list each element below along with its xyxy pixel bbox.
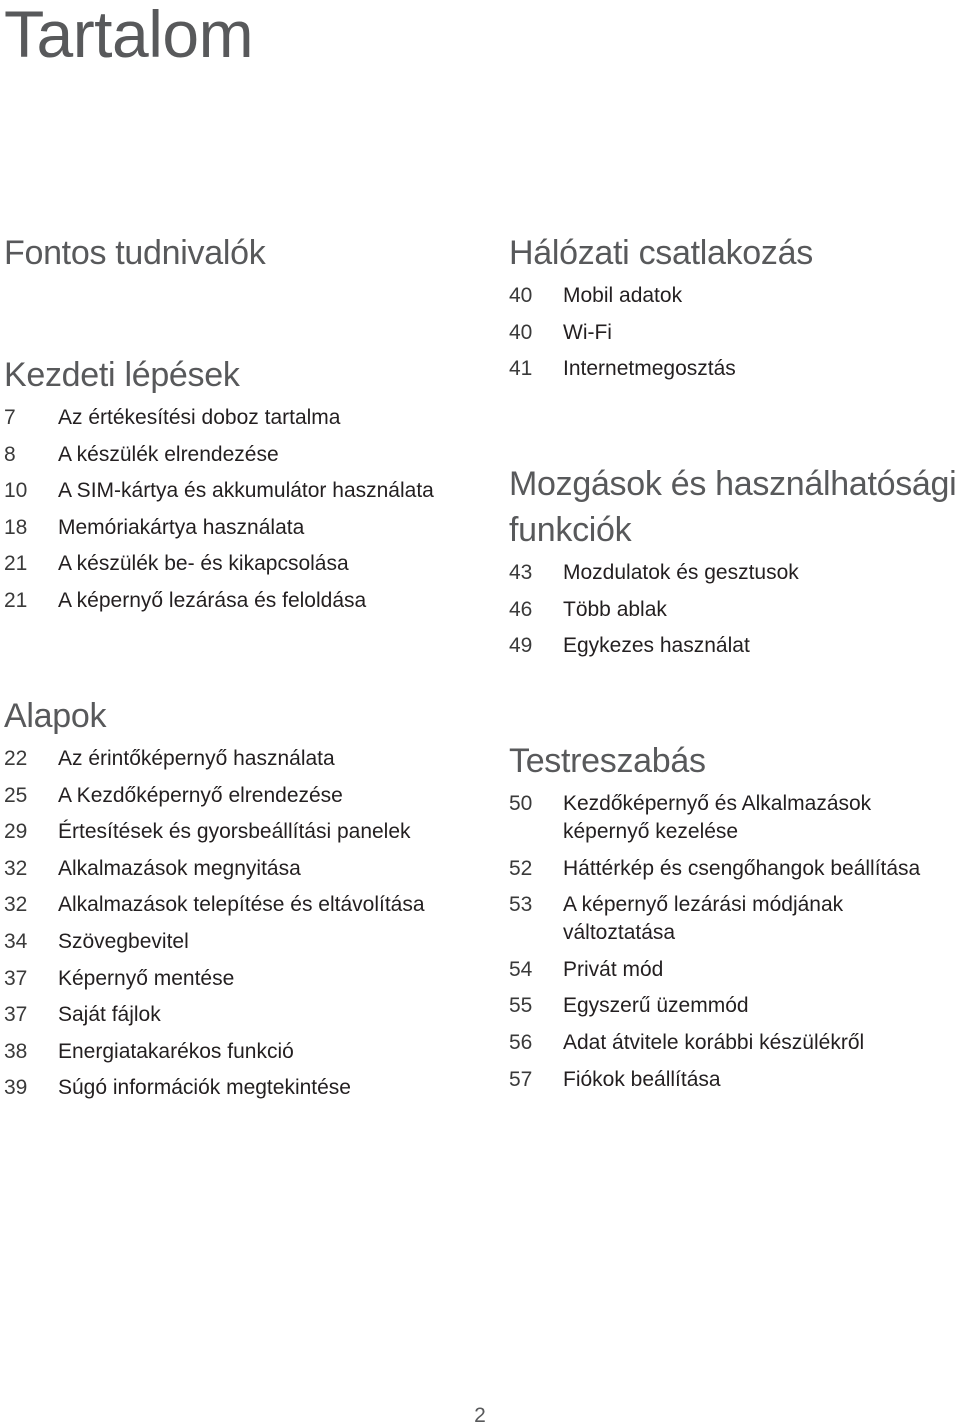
toc-page-number: 43 — [509, 561, 533, 584]
toc-page-number: 40 — [509, 284, 533, 307]
toc-list — [509, 790, 960, 1094]
toc-entry[interactable] — [4, 965, 484, 993]
toc-entry[interactable] — [4, 855, 484, 883]
toc-page-number: 37 — [4, 1003, 28, 1027]
toc-page-number: 21 — [4, 588, 28, 612]
toc-page-number: 22 — [4, 747, 28, 770]
toc-page-number: 46 — [509, 597, 533, 621]
toc-entry-title: Több ablak — [563, 597, 667, 621]
toc-entry-title: Az értékesítési doboz tartalma — [58, 406, 341, 429]
toc-entry[interactable] — [4, 441, 484, 469]
toc-entry[interactable] — [4, 550, 484, 578]
toc-page-number: 37 — [4, 966, 28, 990]
toc-entry-title: Az érintőképernyő használata — [58, 747, 335, 770]
toc-entry[interactable] — [509, 790, 960, 846]
toc-entry-title: Mozdulatok és gesztusok — [563, 561, 799, 584]
toc-entry-title: A készülék be- és kikapcsolása — [58, 552, 349, 576]
page-number: 2 — [474, 1404, 486, 1427]
toc-entry-title: Súgó információk megtekintése — [58, 1076, 351, 1100]
toc-entry[interactable] — [509, 282, 960, 310]
toc-entry-title: Internetmegosztás — [563, 357, 736, 381]
toc-page-number: 32 — [4, 893, 28, 917]
section-heading[interactable]: Fontos tudnivalók — [4, 234, 266, 272]
toc-entry[interactable] — [509, 1066, 960, 1094]
toc-entry-title: A képernyő lezárási módjának változtatása — [563, 893, 844, 945]
toc-entry[interactable] — [509, 632, 960, 660]
toc-page-number: 39 — [4, 1076, 28, 1100]
toc-entry-title: Egyszerű üzemmód — [563, 994, 749, 1018]
toc-page-number: 32 — [4, 856, 28, 880]
toc-entry-title: A képernyő lezárása és feloldása — [58, 588, 367, 612]
toc-page-number: 34 — [4, 929, 28, 953]
toc-entry-title: Alkalmazások megnyitása — [58, 856, 301, 880]
toc-page-number: 52 — [509, 856, 533, 880]
toc-entry[interactable] — [4, 404, 484, 432]
toc-entry[interactable] — [4, 782, 484, 810]
toc-entry[interactable] — [509, 355, 960, 383]
toc-page-number: 7 — [4, 406, 16, 429]
toc-entry-title: Energiatakarékos funkció — [58, 1039, 294, 1063]
toc-entry[interactable] — [4, 1074, 484, 1102]
toc-page-number: 56 — [509, 1030, 533, 1054]
toc-page-number: 8 — [4, 442, 16, 466]
toc-entry-title: Fiókok beállítása — [563, 1067, 721, 1091]
toc-entry-title: A készülék elrendezése — [58, 442, 279, 466]
section-heading[interactable]: Alapok — [4, 697, 107, 735]
toc-section-testreszabas — [509, 738, 960, 1102]
toc-entry-title: Memóriakártya használata — [58, 515, 305, 539]
toc-entry[interactable] — [4, 818, 484, 846]
toc-page-number: 55 — [509, 994, 533, 1018]
toc-entry[interactable] — [509, 956, 960, 984]
toc-page-number: 25 — [4, 783, 28, 807]
toc-section-halozati-csatlakozas — [509, 230, 960, 392]
toc-entry-title: Privát mód — [563, 957, 664, 981]
toc-page-number: 10 — [4, 479, 28, 503]
toc-entry-title: A SIM-kártya és akkumulátor használata — [58, 479, 434, 503]
toc-entry[interactable] — [509, 596, 960, 624]
toc-list — [509, 282, 960, 383]
toc-page-number: 54 — [509, 957, 533, 981]
toc-section-fontos-tudnivalok — [4, 230, 484, 276]
toc-page-number: 57 — [509, 1067, 533, 1091]
toc-entry-title: Adat átvitele korábbi készülékről — [563, 1030, 865, 1054]
toc-entry[interactable] — [4, 1001, 484, 1029]
toc-page-number: 50 — [509, 792, 533, 815]
toc-entry[interactable] — [509, 992, 960, 1020]
toc-entry-title: Szövegbevitel — [58, 929, 189, 953]
toc-entry-title: Értesítések és gyorsbeállítási panelek — [58, 820, 411, 844]
toc-page-number: 53 — [509, 893, 533, 917]
toc-page-number: 38 — [4, 1039, 28, 1063]
toc-section-kezdeti-lepesek — [4, 352, 484, 624]
toc-entry[interactable] — [4, 891, 484, 919]
toc-entry[interactable] — [509, 855, 960, 883]
toc-entry[interactable] — [4, 477, 484, 505]
section-heading[interactable]: Hálózati csatlakozás — [509, 234, 813, 272]
toc-entry[interactable] — [4, 514, 484, 542]
toc-page-number: 41 — [509, 357, 533, 381]
toc-page-number: 40 — [509, 320, 533, 344]
toc-entry-title: Alkalmazások telepítése és eltávolítása — [58, 893, 425, 917]
toc-entry[interactable] — [509, 319, 960, 347]
toc-section-alapok — [4, 693, 484, 1111]
toc-entry-title: Háttérkép és csengőhangok beállítása — [563, 856, 921, 880]
toc-entry-title: Wi-Fi — [563, 320, 612, 344]
toc-page-number: 49 — [509, 634, 533, 658]
section-heading[interactable]: Testreszabás — [509, 742, 706, 780]
toc-entry-title: Mobil adatok — [563, 284, 683, 307]
toc-section-mozgasok — [509, 461, 960, 669]
toc-entry[interactable] — [4, 1038, 484, 1066]
toc-entry[interactable] — [4, 928, 484, 956]
toc-entry-title: Egykezes használat — [563, 634, 750, 658]
toc-list — [509, 559, 960, 660]
toc-entry[interactable] — [509, 1029, 960, 1057]
toc-page-number: 29 — [4, 820, 28, 844]
toc-entry-title: A Kezdőképernyő elrendezése — [58, 783, 343, 807]
section-heading[interactable]: Mozgások és használhatósági funkciók — [509, 465, 957, 549]
toc-entry[interactable] — [4, 587, 484, 615]
toc-entry-title: Képernyő mentése — [58, 966, 235, 990]
toc-list — [4, 745, 484, 1102]
toc-page-number: 21 — [4, 552, 28, 576]
toc-page-number: 18 — [4, 515, 28, 539]
toc-list — [4, 404, 484, 615]
section-heading[interactable]: Kezdeti lépések — [4, 356, 240, 394]
toc-entry-title: Kezdőképernyő és Alkalmazások képernyő kezelése — [563, 792, 872, 843]
toc-entry-title: Saját fájlok — [58, 1003, 161, 1027]
toc-entry[interactable] — [509, 559, 960, 587]
toc-entry[interactable] — [509, 891, 960, 947]
toc-entry[interactable] — [4, 745, 484, 773]
page-title: Tartalom — [4, 0, 254, 71]
